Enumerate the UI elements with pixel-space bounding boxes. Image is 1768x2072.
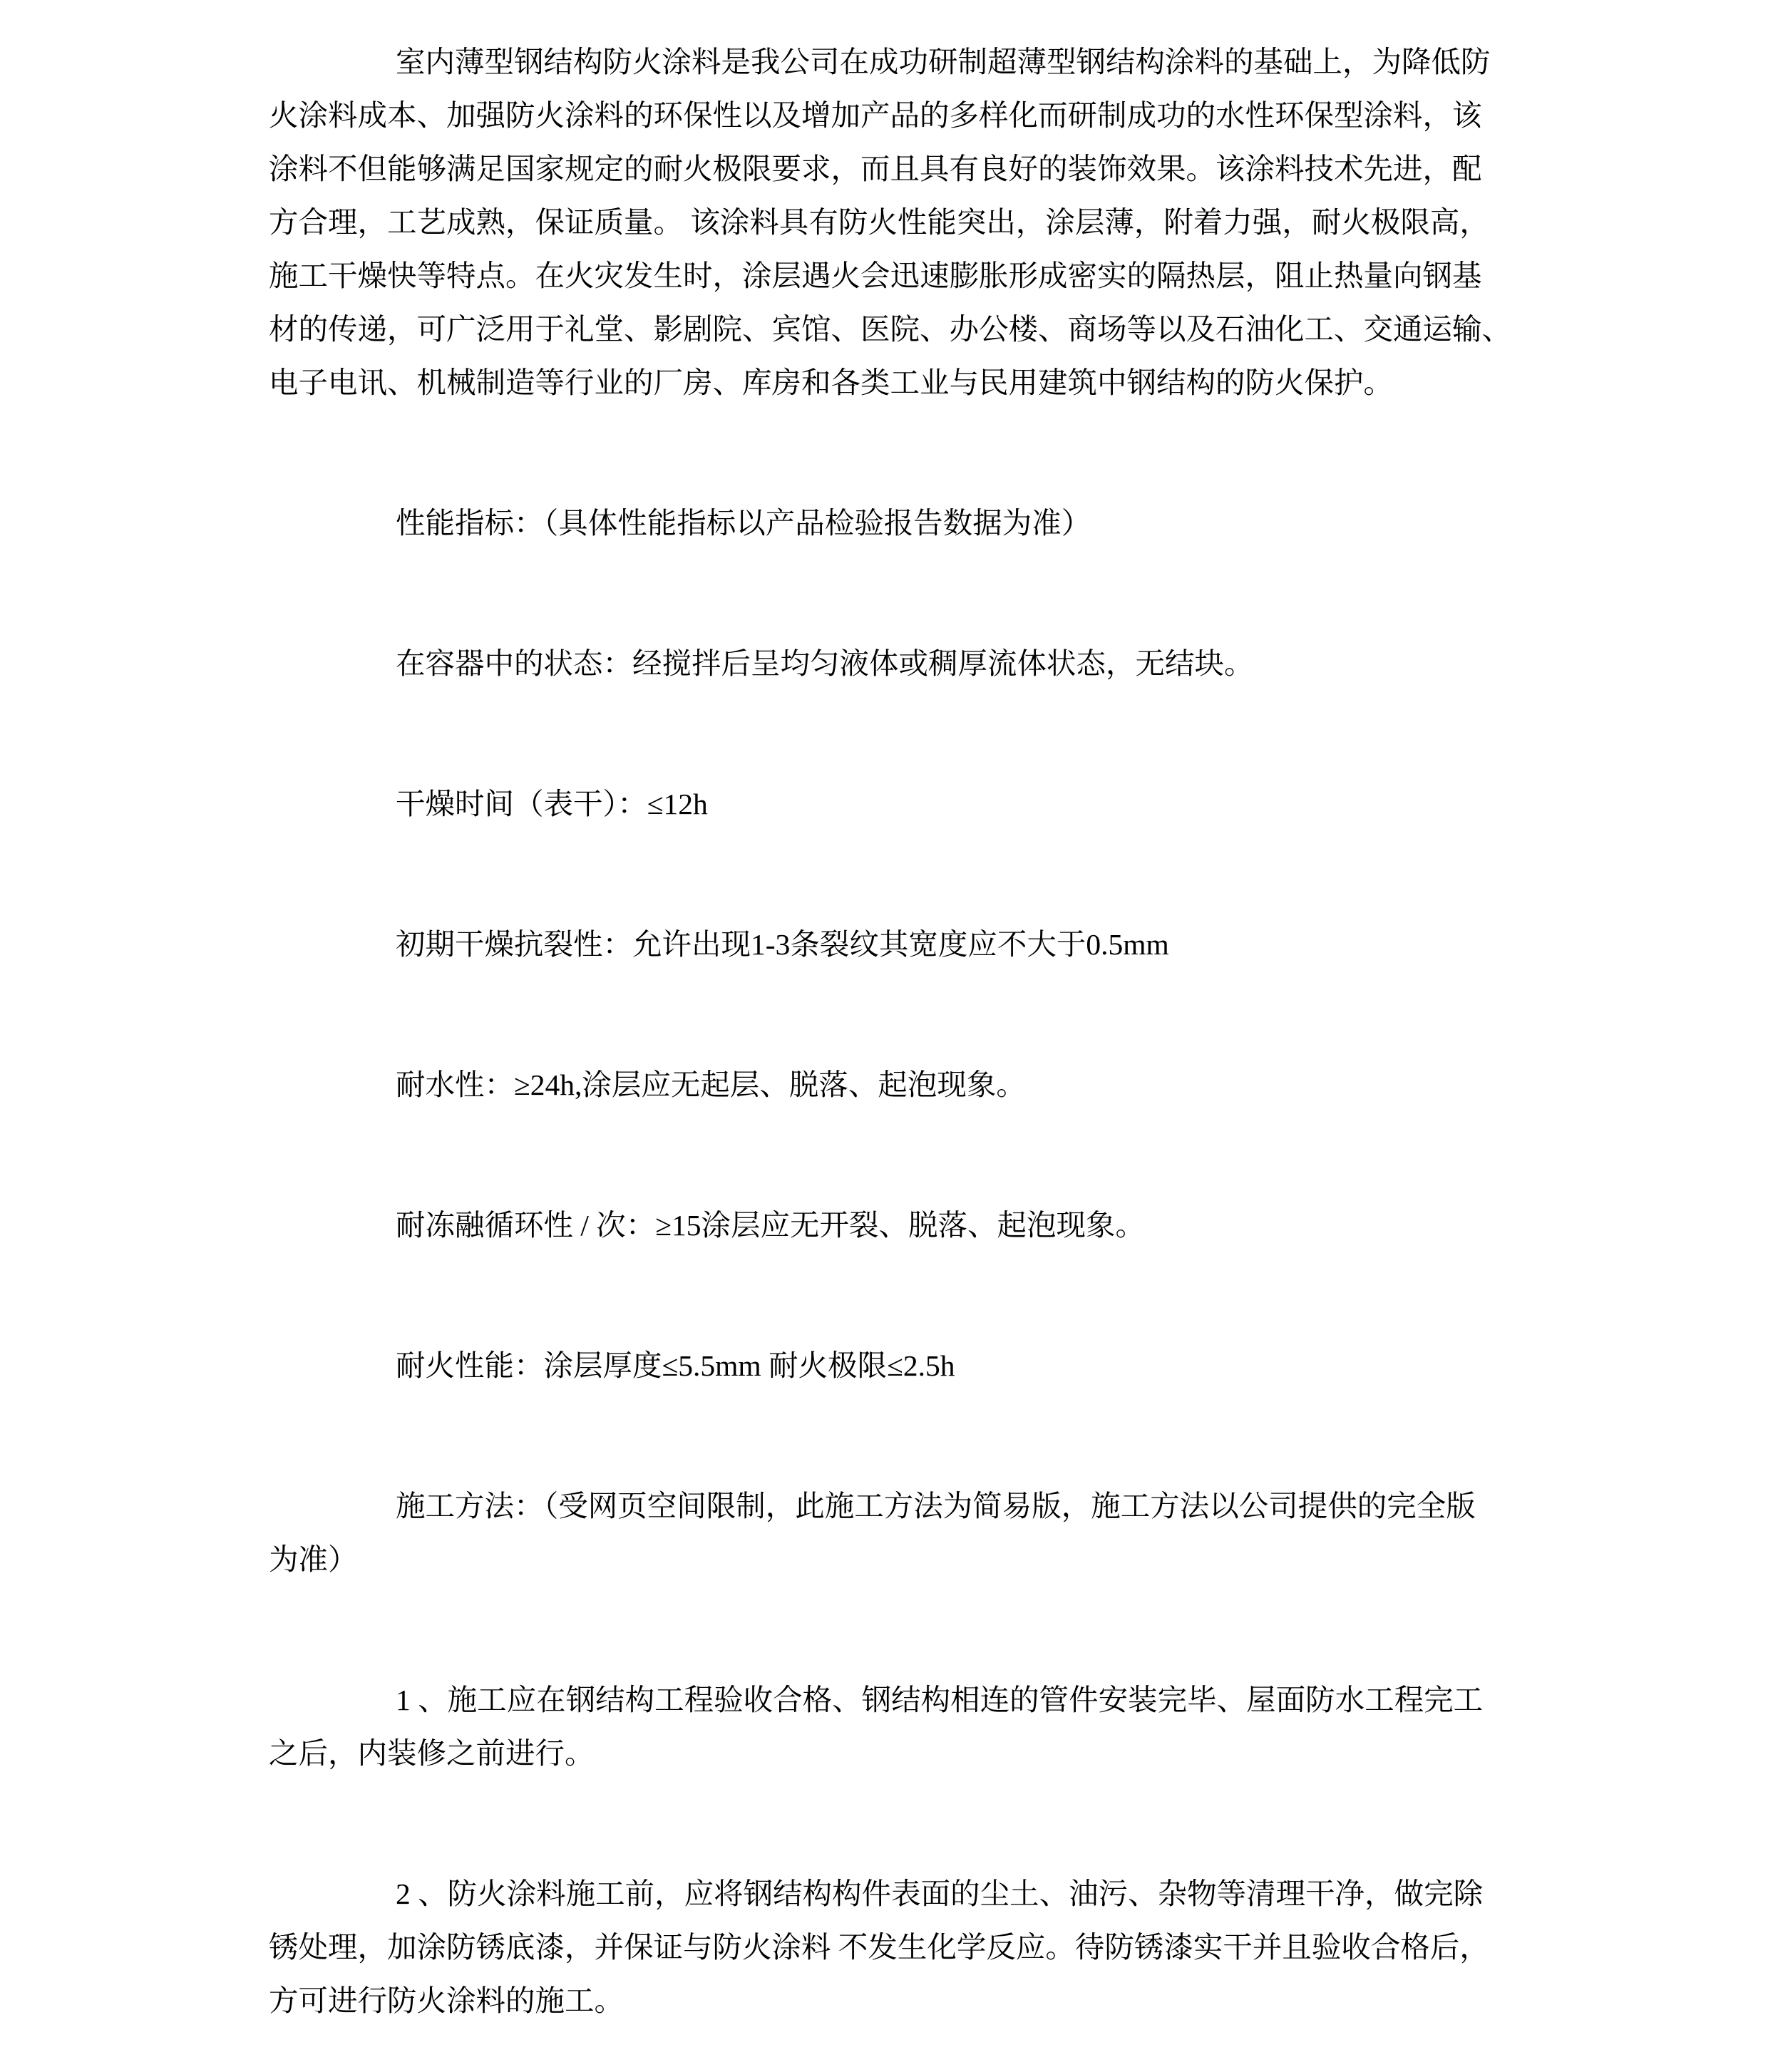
- performance-index-heading: [269, 497, 1768, 550]
- text-line: 施工干燥快等特点。在火灾发生时，涂层遇火会迅速膨胀形成密实的隔热层，阻止热量向钢基: [269, 259, 1482, 292]
- text-line: 在容器中的状态：经搅拌后呈均匀液体或稠厚流体状态，无结块。: [396, 647, 1254, 680]
- initial-crack-resistance-item: [269, 918, 1768, 971]
- intro-paragraph: [269, 36, 1768, 410]
- fire-resistance-item: [269, 1339, 1768, 1393]
- text-line: 锈处理，加涂防锈底漆，并保证与防火涂料 不发生化学反应。待防锈漆实干并且验收合格后，: [269, 1931, 1489, 1964]
- text-line: 施工方法：（受网页空间限制，此施工方法为简易版，施工方法以公司提供的完全版: [396, 1490, 1476, 1522]
- drying-time-item: [269, 778, 1768, 831]
- text-line: 室内薄型钢结构防火涂料是我公司在成功研制超薄型钢结构涂料的基础上，为降低防: [396, 46, 1491, 78]
- text-line: 耐冻融循环性 / 次：≥15涂层应无开裂、脱落、起泡现象。: [396, 1209, 1146, 1242]
- text-line: 1 、施工应在钢结构工程验收合格、钢结构相连的管件安装完毕、屋面防水工程完工: [396, 1684, 1484, 1716]
- construction-method-heading: [269, 1480, 1768, 1587]
- freeze-thaw-resistance-item: [269, 1199, 1768, 1252]
- container-state-item: [269, 637, 1768, 691]
- water-resistance-item: [269, 1058, 1768, 1112]
- text-line: 火涂料成本、加强防火涂料的环保性以及增加产品的多样化而研制成功的水性环保型涂料，该: [269, 99, 1482, 132]
- text-line: 为准）: [269, 1543, 358, 1576]
- construction-step-1: [269, 1674, 1768, 1780]
- text-line: 2 、防火涂料施工前，应将钢结构构件表面的尘土、油污、杂物等清理干净，做完除: [396, 1877, 1484, 1910]
- text-line: 之后，内装修之前进行。: [269, 1737, 595, 1770]
- text-line: 材的传递，可广泛用于礼堂、影剧院、宾馆、医院、办公楼、商场等以及石油化工、交通运输、: [269, 313, 1512, 346]
- text-line: 耐水性：≥24h,涂层应无起层、脱落、起泡现象。: [396, 1068, 1026, 1101]
- text-line: 方可进行防火涂料的施工。: [269, 1984, 625, 2017]
- text-line: 方合理，工艺成熟，保证质量。 该涂料具有防火性能突出，涂层薄，附着力强，耐火极限高，: [269, 206, 1489, 239]
- construction-step-2: [269, 1867, 1768, 2028]
- text-line: 干燥时间（表干）：≤12h: [396, 788, 708, 820]
- text-line: 性能指标：（具体性能指标以产品检验报告数据为准）: [396, 507, 1091, 540]
- text-line: 涂料不但能够满足国家规定的耐火极限要求，而且具有良好的装饰效果。该涂料技术先进，配: [269, 153, 1482, 185]
- text-line: 初期干燥抗裂性：允许出现1-3条裂纹其宽度应不大于0.5mm: [396, 928, 1169, 961]
- text-line: 耐火性能：涂层厚度≤5.5mm 耐火极限≤2.5h: [396, 1349, 955, 1382]
- text-line: 电子电讯、机械制造等行业的厂房、库房和各类工业与民用建筑中钢结构的防火保护。: [269, 366, 1394, 399]
